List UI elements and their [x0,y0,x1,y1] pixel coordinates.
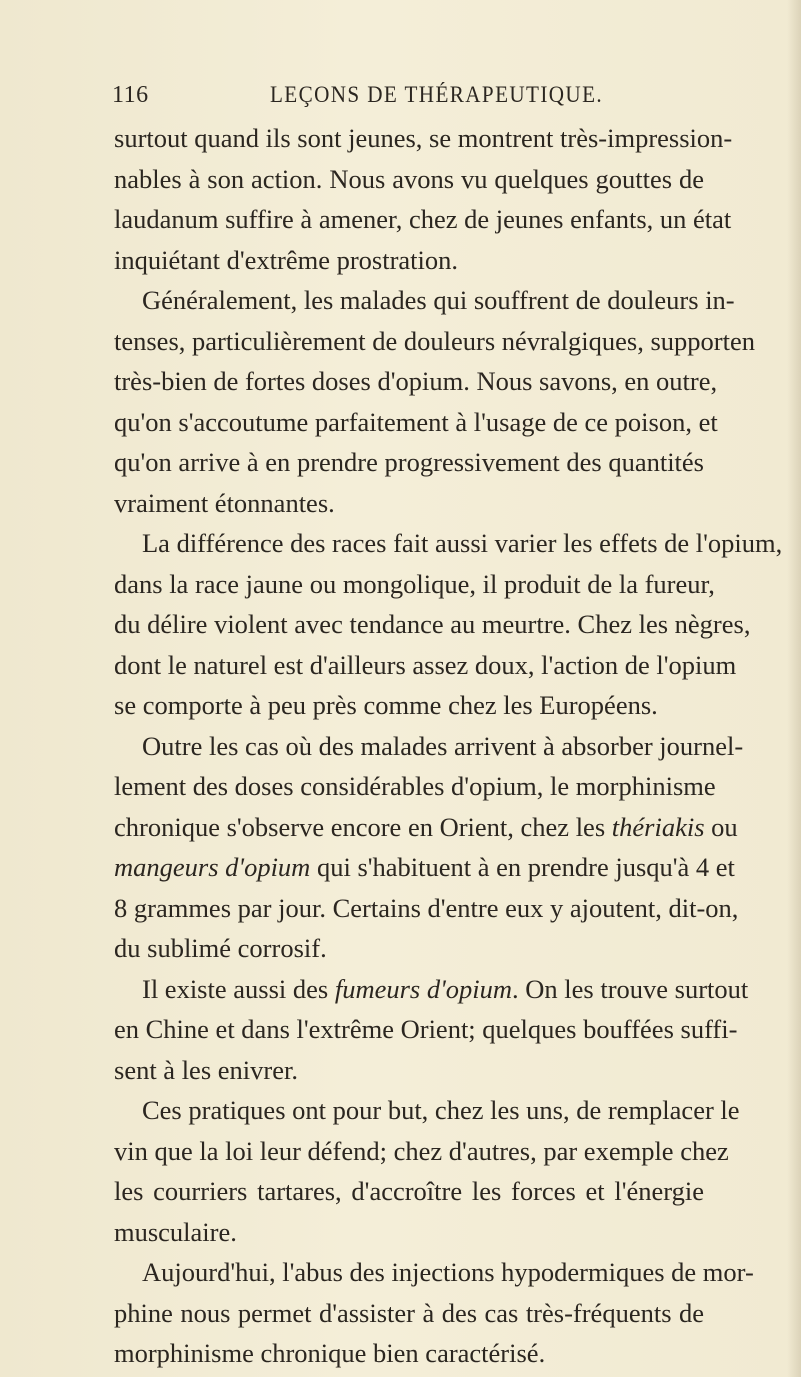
text-line: 8 grammes par jour. Certains d'entre eux y ajoutent, dit-on, [114,892,739,923]
text-line: se comporte à peu près comme chez les Européens. [114,690,658,720]
text-line: qu'on s'accoutume parfaitement à l'usage de ce poison, et [114,406,718,437]
text-run: ou [711,811,738,842]
text-line: morphinisme chronique bien caractérisé. [114,1338,546,1368]
text-line [114,969,749,1010]
text-line: surtout quand ils sont jeunes, se montrent très-impression- [114,123,733,153]
text-line: Généralement, les malades qui souffrent de douleurs in- [142,285,735,315]
text-line: laudanum suffire à amener, chez de jeunes enfants, un état [114,204,732,234]
text-line: dans la race jaune ou mongolique, il produit de la fureur, [114,568,715,599]
text-line: très-bien de fortes doses d'opium. Nous savons, en outre, [114,366,718,396]
italic-term: thériakis [611,811,705,842]
running-title: LEÇONS DE THÉRAPEUTIQUE. [270,82,604,107]
text-run: Il existe aussi des [142,973,329,1004]
text-line: dont le naturel est d'ailleurs assez doux, l'action de l'opium [114,649,737,680]
italic-term: fumeurs d'opium [334,973,513,1004]
text-line: vin que la loi leur défend; chez d'autres, par exemple chez [114,1135,729,1166]
text-line: phine nous permet d'assister à des cas très-fréquents de [114,1297,704,1328]
text-line [114,807,738,848]
text-line: les courriers tartares, d'accroître les forces et l'énergie [114,1176,704,1206]
text-line: en Chine et dans l'extrême Orient; quelques bouffées suffi- [114,1014,738,1044]
page-edge-shadow [787,0,801,1377]
italic-term: mangeurs d'opium [114,852,311,882]
text-line: qu'on arrive à en prendre progressivement des quantités [114,447,704,477]
text-line: lement des doses considérables d'opium, le morphinisme [114,771,716,801]
page-number: 116 [112,82,149,108]
text-line: du délire violent avec tendance au meurtre. Chez les nègres, [114,609,751,639]
text-line: sent à les enivrer. [114,1054,298,1085]
text-line: tenses, particulièrement de douleurs névralgiques, supporten [114,325,755,356]
text-line: Aujourd'hui, l'abus des injections hypodermiques de mor- [142,1257,754,1287]
text-line: vraiment étonnantes. [114,487,335,518]
text-run: qui s'habituent à en prendre jusqu'à 4 et [316,852,735,882]
body-text [114,118,783,1374]
text-line: musculaire. [114,1216,237,1247]
text-run: . On les trouve surtout [512,973,749,1004]
text-line: La différence des races fait aussi varier les effets de l'opium, [142,528,783,558]
text-run: chronique s'observe encore en Orient, chez les [114,811,606,842]
text-line: Outre les cas où des malades arrivent à absorber journel- [142,730,744,761]
text-line: inquiétant d'extrême prostration. [114,244,459,275]
page-header [112,82,712,118]
text-line: Ces pratiques ont pour but, chez les uns, de remplacer le [142,1095,740,1125]
text-line: du sublimé corrosif. [114,933,327,963]
text-line [114,847,735,888]
text-line: nables à son action. Nous avons vu quelques gouttes de [114,163,704,194]
